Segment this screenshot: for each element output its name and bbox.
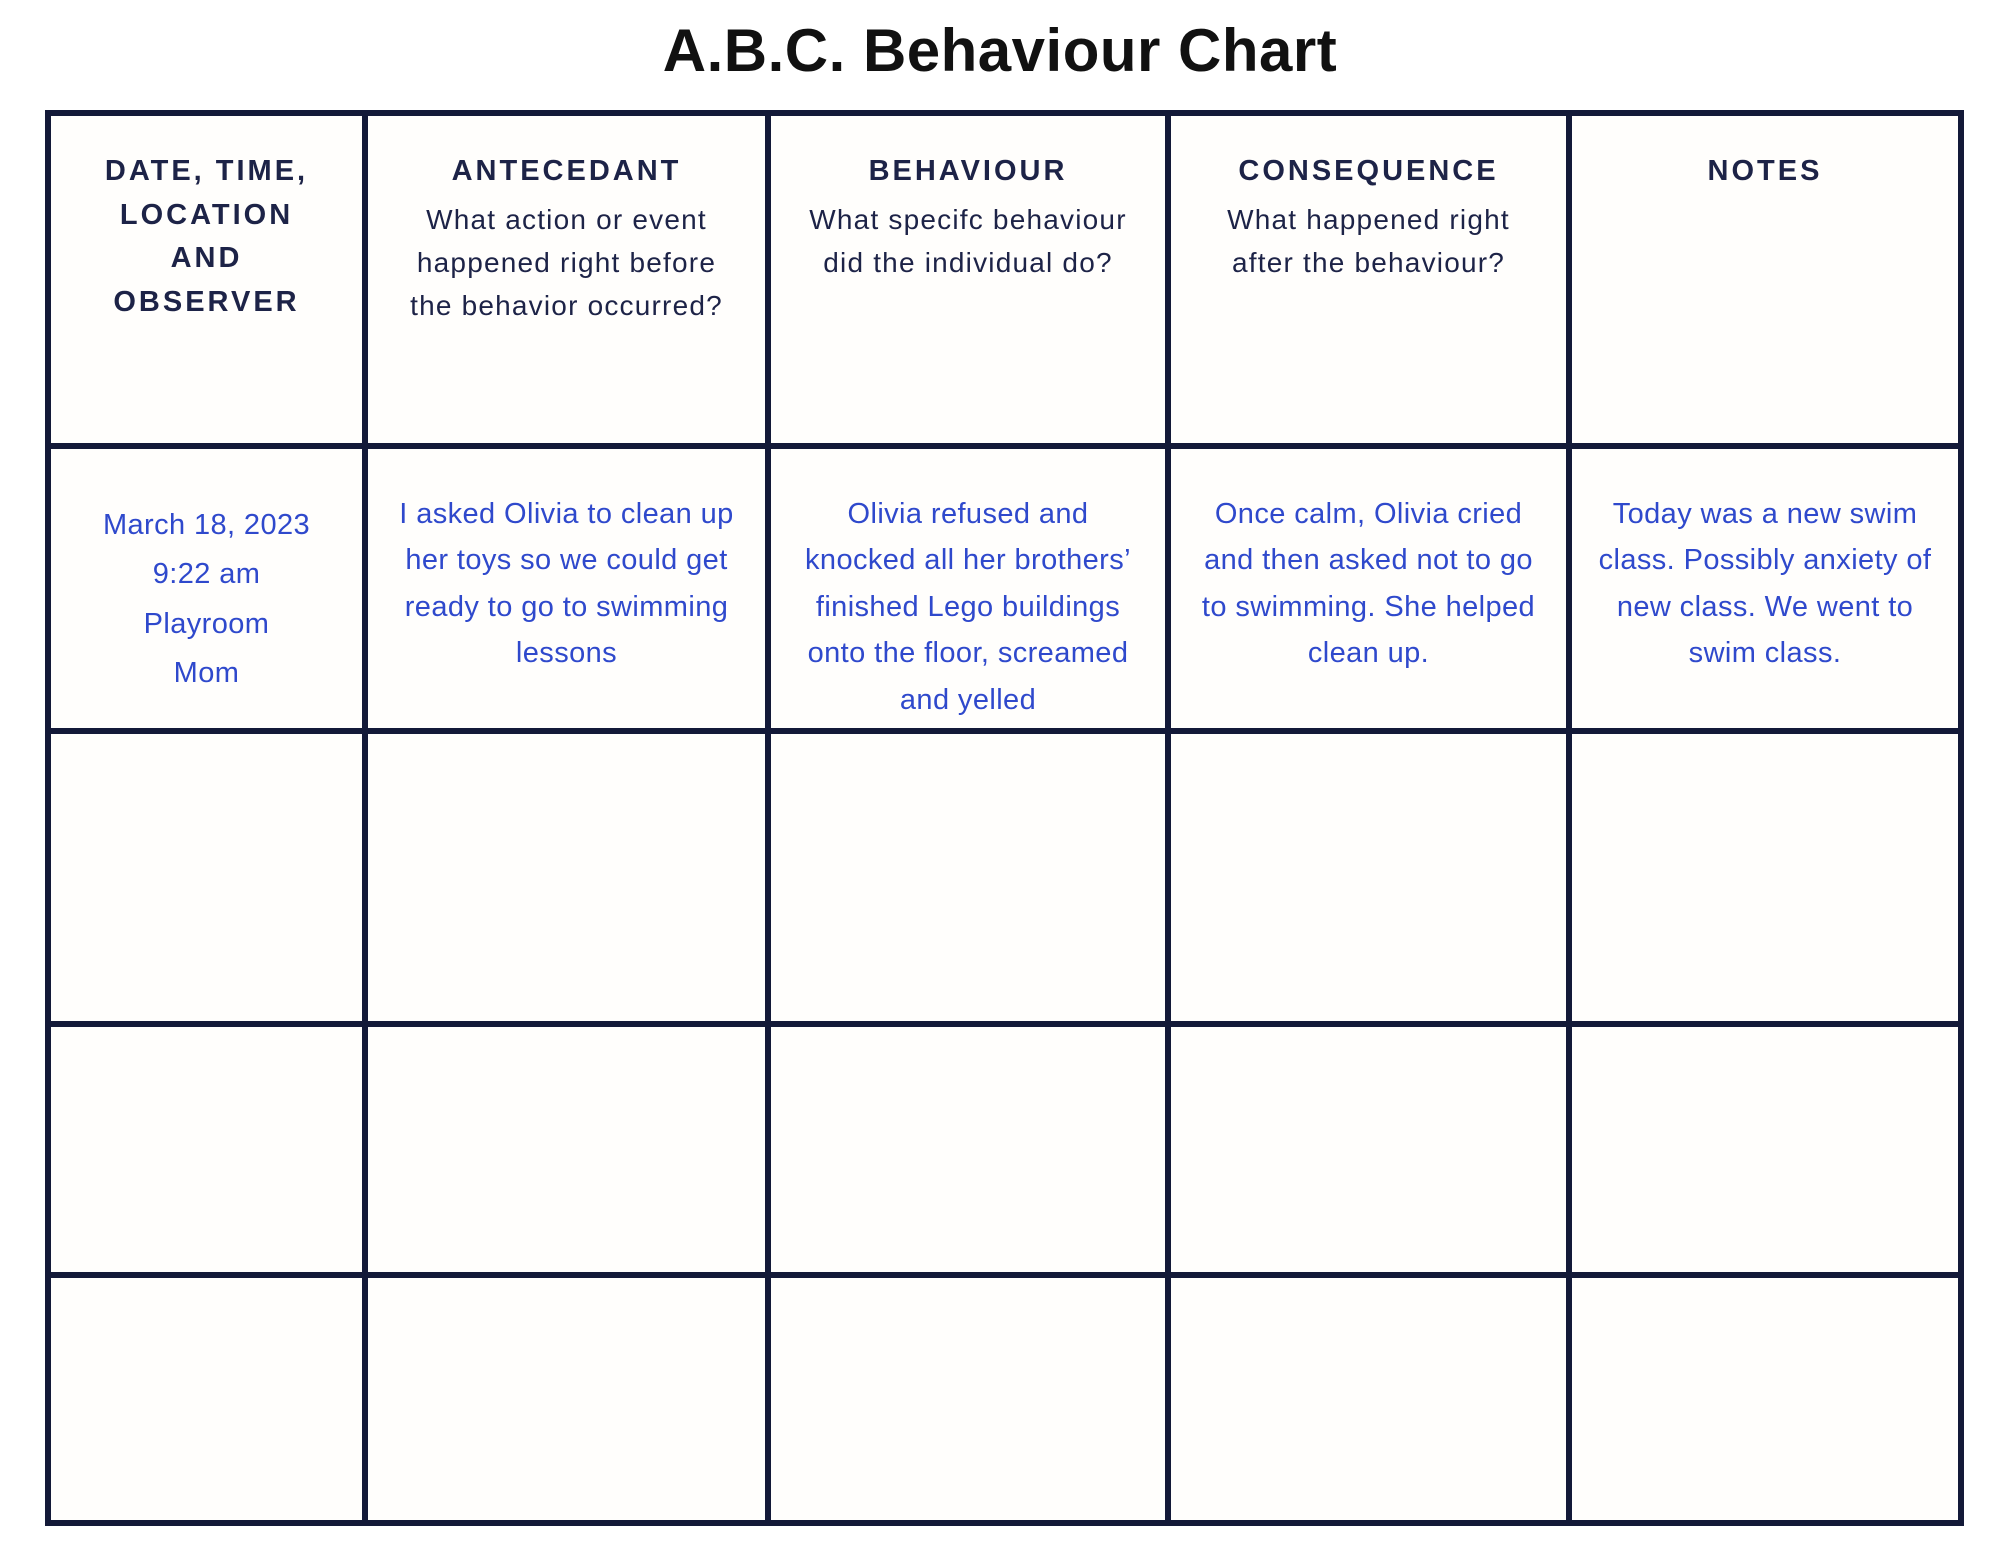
empty-cell (768, 1275, 1168, 1523)
entry-time: 9:22 am (152, 558, 261, 591)
column-header-description: What happened right after the behaviour? (1227, 203, 1510, 278)
column-header-antecedant (365, 113, 768, 446)
empty-cell (768, 1024, 1168, 1275)
empty-cell (1569, 1024, 1961, 1275)
column-header-notes (1569, 113, 1961, 446)
column-header-description: What action or event happened right before the behavior occurred? (410, 203, 723, 322)
column-header-label: DATE, TIME, LOCATION AND OBSERVER (104, 155, 309, 318)
empty-cell (1168, 1024, 1569, 1275)
empty-cell (48, 1275, 365, 1523)
handwritten-entry: Today was a new swim class. Possibly anxiety of new class. We went to swim class. (1598, 498, 1932, 670)
cell-antecedant (365, 446, 768, 731)
column-header-label: CONSEQUENCE (1238, 155, 1499, 187)
empty-cell (1168, 1275, 1569, 1523)
empty-row (48, 731, 1961, 1024)
empty-cell (1569, 1275, 1961, 1523)
empty-cell (1168, 731, 1569, 1024)
abc-behaviour-table (45, 110, 1964, 1526)
empty-cell (365, 1024, 768, 1275)
empty-row (48, 1024, 1961, 1275)
entry-location: Playroom (143, 607, 270, 640)
empty-cell (1569, 731, 1961, 1024)
column-header-description: What specifc behaviour did the individual do? (809, 203, 1127, 278)
empty-cell (365, 731, 768, 1024)
empty-cell (365, 1275, 768, 1523)
handwritten-entry (51, 501, 362, 698)
cell-date-time-location-observer (48, 446, 365, 731)
empty-cell (48, 1024, 365, 1275)
column-header-label: NOTES (1707, 155, 1823, 187)
empty-row (48, 1275, 1961, 1523)
header-row (48, 113, 1961, 446)
cell-consequence (1168, 446, 1569, 731)
empty-cell (48, 731, 365, 1024)
column-header-behaviour (768, 113, 1168, 446)
entry-row (48, 446, 1961, 731)
entry-date: March 18, 2023 (102, 509, 311, 541)
handwritten-entry: Once calm, Olivia cried and then asked not to go to swimming. She helped clean up. (1201, 498, 1536, 670)
handwritten-entry: I asked Olivia to clean up her toys so we could get ready to go to swimming lessons (399, 498, 734, 670)
column-header-consequence (1168, 113, 1569, 446)
cell-notes (1569, 446, 1961, 731)
column-header-label: ANTECEDANT (451, 155, 682, 187)
column-header-label: BEHAVIOUR (868, 155, 1068, 187)
page-title: A.B.C. Behaviour Chart (662, 17, 1338, 84)
entry-observer: Mom (173, 656, 240, 689)
column-header-date-time-location-observer (48, 113, 365, 446)
empty-cell (768, 731, 1168, 1024)
handwritten-entry: Olivia refused and knocked all her brothers’ finished Lego buildings onto the floor, screamed and yelled (805, 498, 1131, 716)
cell-behaviour (768, 446, 1168, 731)
